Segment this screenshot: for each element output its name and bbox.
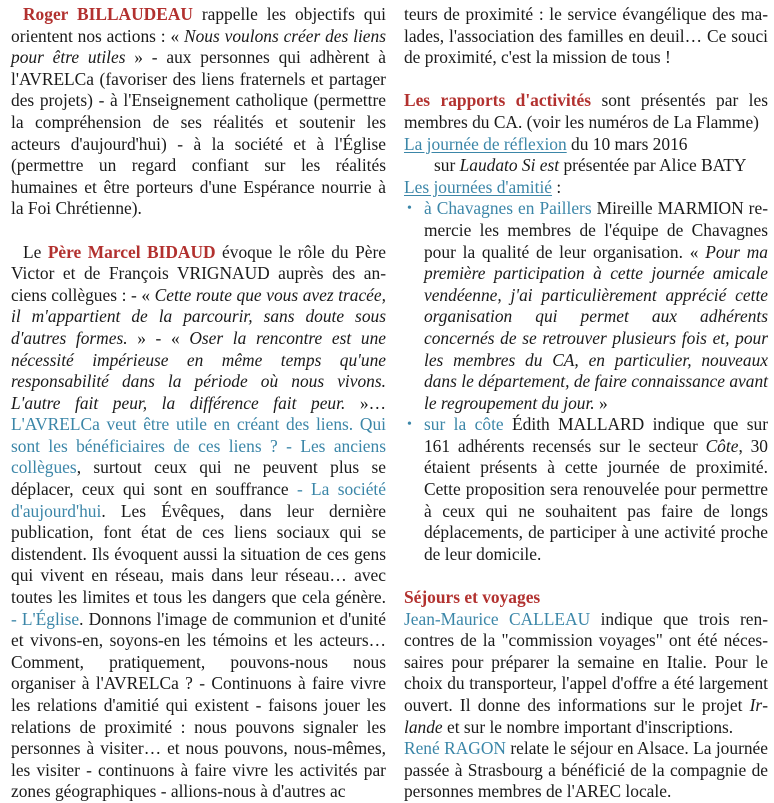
speaker-name: Père Marcel BIDAUD — [47, 241, 216, 262]
speaker-name: Jean-Maurice CALLEAU — [403, 608, 591, 629]
right-column — [403, 4, 768, 802]
link-journees-amitie[interactable]: Les journées d'amitié — [403, 176, 552, 197]
paragraph-calleau: Jean-Maurice CALLEAU indique que trois rencontres de la "commission voyages" ont été nécessaires pour préparer la semaine en Italie. Pour le choix du transporteur, l'appel d'offre a été largement ouvert. Il donne des informations sur le projet Irlande et sur le nombre important d'inscriptions. — [403, 608, 768, 737]
paragraph-continuation: teurs de proximité : le service évangélique des malades, l'association des familles en deuil… Ce souci de proximité, c'est la mission de tous ! — [403, 4, 768, 68]
speaker-name: Roger BILLAUDEAU — [23, 4, 193, 24]
highlight-text: L'AVRELCa veut être utile en créant des liens. Qui sont les bénéficiaires de ces liens ? - Les anciens collègues — [11, 414, 386, 478]
place-name: sur la côte — [423, 414, 504, 435]
section-heading: Les rapports d'activités — [403, 90, 592, 111]
spacer — [11, 220, 386, 242]
quote: Nous voulons créer des liens pour être utiles — [11, 25, 386, 68]
paragraph-bidaud: Le Père Marcel BIDAUD évoque le rôle du Père Victor et de François VRIGNAUD auprès des anciens collègues : - « Cette route que vous avez tracée, il m'appartient de la parcourir, sans doute sous d'autres formes. » - « Oser la rencontre est une nécessité impérieuse en même temps qu'une responsabilité dans la période où nous vivons. L'autre fait peur, la différence fait peur. »… L'AVRELCa veut être utile en créant des liens. Qui sont les bénéficiaires de ces liens ? - Les anciens collègues, surtout ceux qui ne peuvent plus se déplacer, ceux qui sont en souffrance - La société d'aujourd'hui. Les Évêques, dans leur dernière publication, font état de ces liens sociaux qui se distendent. Ils évoquent aussi la situation de ces gens qui vivent en réseau, mais dans leur réseau… avec toutes les limites et tous les dangers que cela génère. - L'Église. Donnons l'image de communion et d'unité et vivons-en, soyons-en les témoins et les acteurs… Comment, pratiquement, pouvons-nous nous organiser à l'AVRELCa ? - Continuons à faire vivre les relations d'amitié qui existent - faisons jouer les relations de proximité : nous pouvons signaler les personnes à visiter… et nous pouvons, nous-mêmes, les visiter - continuons à faire vivre les activités par zones géographiques - allions-nous à d'autres ac — [11, 241, 386, 802]
speaker-name: René RAGON — [403, 738, 506, 759]
list-item: • à Chavagnes en Paillers Mireille MARMION remercie les membres de l'équipe de Chavagnes pour la qualité de leur organisation. « Pour ma première participation à cette journée amicale vendéenne, j'ai particulièrement apprécié cette organisation qui permet aux adhérents concernés de se retrouver plusieurs fois et, pour les membres du CA, en particulier, nouveaux dans le département, de faire connaissance avant le regroupement du jour. » — [406, 198, 768, 413]
paragraph-ragon: René RAGON relate le séjour en Alsace. La journée passée à Strasbourg a bénéficié de la compagnie de personnes membres de l'AREC locale. — [403, 738, 768, 802]
quote: Cette route que vous avez tracée, il m'appartient de la parcourir, sans doute sous d'autres formes. — [11, 284, 386, 348]
place-name: à Chavagnes en Paillers — [423, 198, 592, 219]
link-journee-reflexion[interactable]: La journée de réflexion — [403, 133, 567, 154]
left-column — [11, 4, 386, 802]
highlight-text: - La société d'aujourd'hui — [11, 479, 386, 521]
bullet-icon: • — [406, 417, 412, 433]
paragraph-rapports: Les rapports d'activités sont présentés par les membres du CA. (voir les numéros de La Flamme) — [403, 90, 768, 132]
amitie-list — [404, 198, 768, 565]
spacer — [404, 565, 768, 587]
bullet-icon: • — [406, 201, 412, 217]
highlight-text: - L'Église — [11, 608, 80, 629]
section-heading: Séjours et voyages — [403, 587, 541, 608]
section-heading-sejours — [404, 587, 768, 609]
list-item: • sur la côte Édith MALLARD indique que sur 161 adhérents recensés sur le secteur Côte, 30 étaient présents à cette journée de proximité. Cette proposition sera renouvelée pour permettre à ceux qui ne souhaitent pas faire de longs déplacements, de participer à une activité proche de leur domicile. — [406, 414, 768, 564]
paragraph-laudato: sur Laudato Si est présentée par Alice BATY — [433, 155, 747, 176]
quote: Pour ma première participation à cette journée amicale vendéenne, j'ai particulièrement apprécié cette organisation qui permet aux adhérents concernés de se retrouver plusieurs fois et, pour les membres du CA, en particulier, nouveaux dans le département, de faire connaissance avant le regroupement du jour. — [423, 241, 768, 413]
paragraph-amitie: Les journées d'amitié : — [403, 176, 562, 197]
spacer — [404, 69, 768, 91]
quote: Oser la rencontre est une nécessité impérieuse en même temps qu'une responsabilité dans la période où nous vivons. L'autre fait peur, la différence fait peur. — [11, 327, 386, 413]
paragraph-billaudeau: Roger BILLAUDEAU rappelle les objectifs qui orientent nos actions : « Nous voulons créer des liens pour être utiles » - aux personnes qui adhèrent à l'AVRELCa (favoriser des liens fraternels et partager des projets) - à l'Enseignement catholique (permettre la compréhension de ses réalités et soutenir les acteurs d'aujourd'hui) - à la société et à l'Église (permettre un regard confiant sur les réalités humaines et être porteurs d'une Espérance nourrie à la Foi Chrétienne). — [11, 4, 386, 219]
paragraph-reflexion: La journée de réflexion du 10 mars 2016 — [403, 133, 688, 154]
